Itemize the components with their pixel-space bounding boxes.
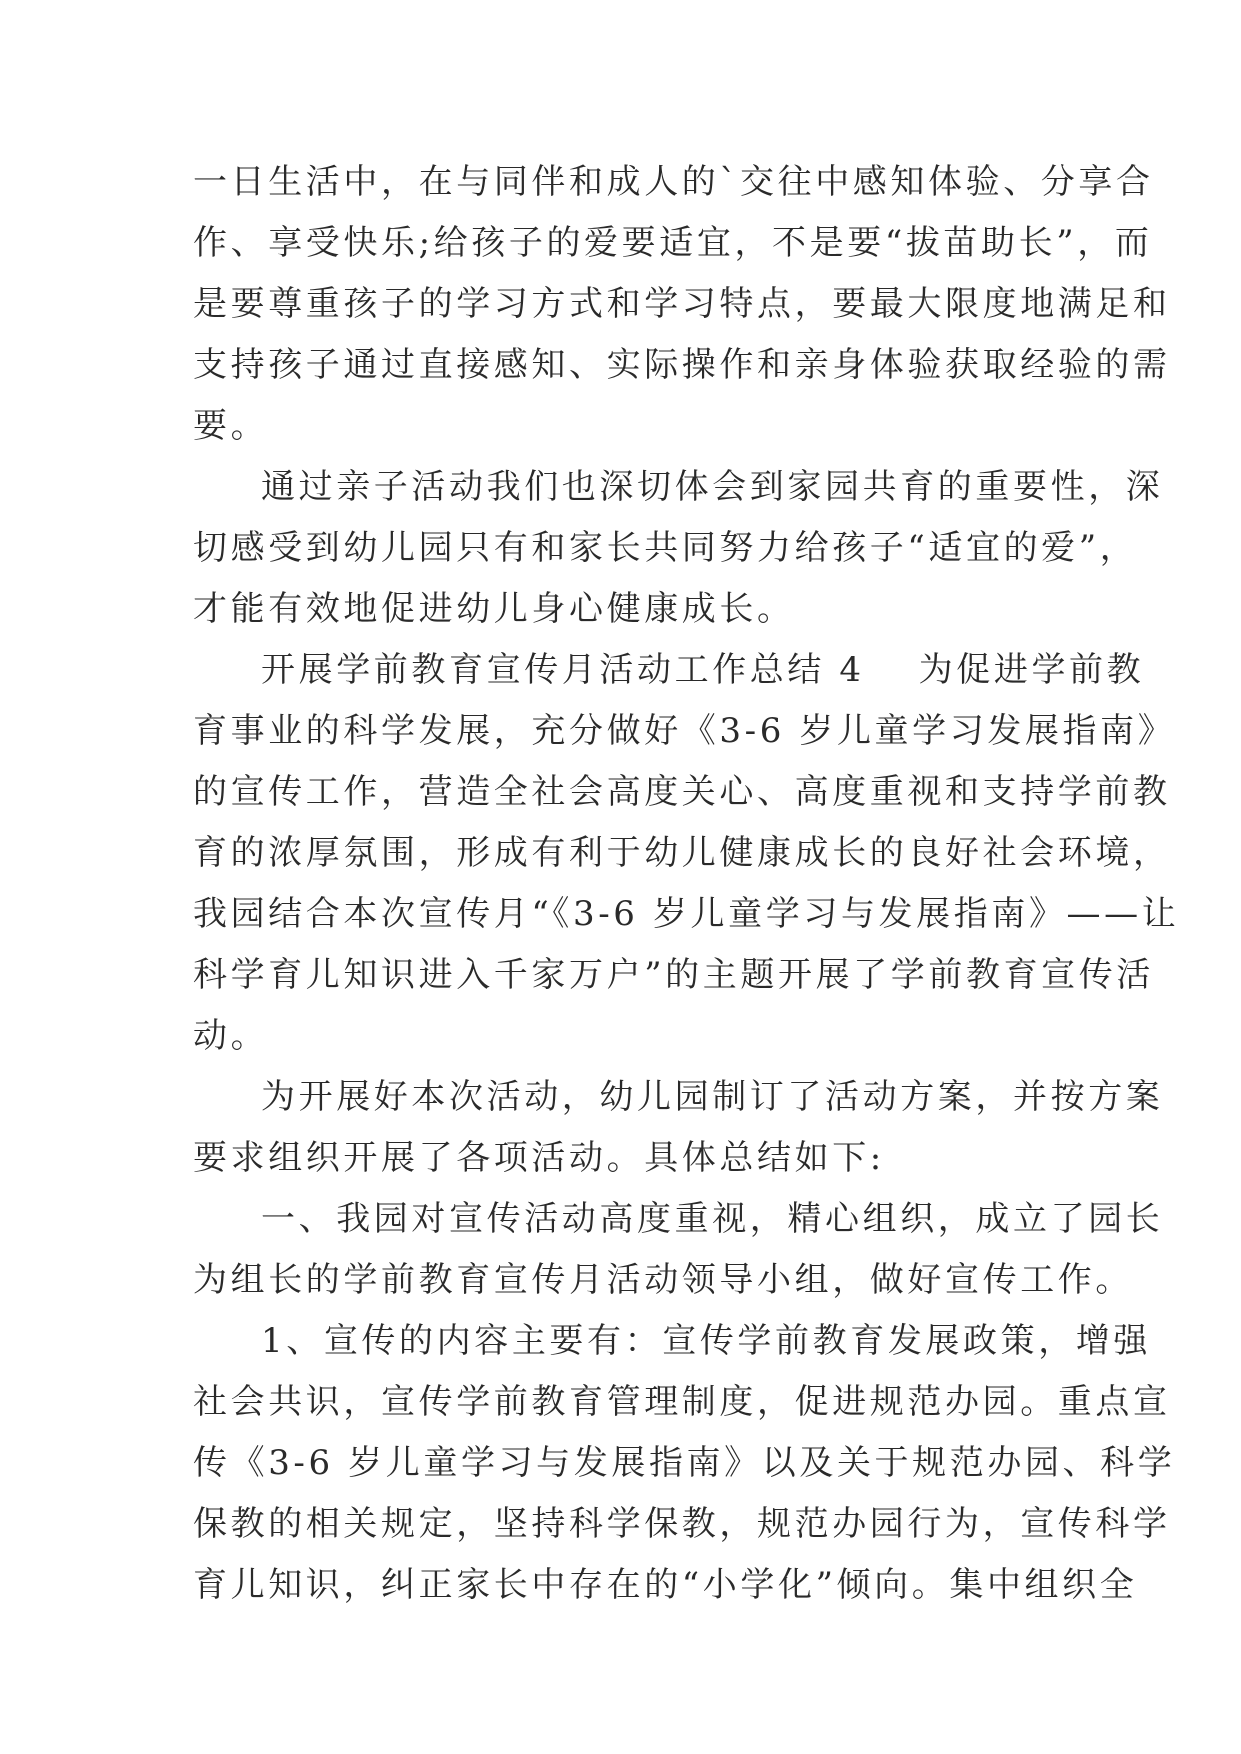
text-line: 支持孩子通过直接感知、实际操作和亲身体验获取经验的需 bbox=[193, 345, 1171, 385]
paragraph-start-line: 为开展好本次活动，幼儿园制订了活动方案，并按方案 bbox=[261, 1077, 1164, 1117]
text-line: 才能有效地促进幼儿身心健康成长。 bbox=[193, 589, 795, 629]
text-line: 切感受到幼儿园只有和家长共同努力给孩子“适宜的爱”， bbox=[193, 528, 1138, 568]
text-line: 要。 bbox=[193, 406, 269, 446]
paragraph-start-line: 通过亲子活动我们也深切体会到家园共育的重要性，深 bbox=[261, 467, 1164, 507]
text-line: 为组长的学前教育宣传月活动领导小组，做好宣传工作。 bbox=[193, 1260, 1133, 1300]
text-line: 育儿知识，纠正家长中存在的“小学化”倾向。集中组织全 bbox=[193, 1565, 1138, 1605]
paragraph-start-line: 1、宣传的内容主要有：宣传学前教育发展政策，增强 bbox=[261, 1321, 1152, 1361]
text-line: 传《3-6 岁儿童学习与发展指南》以及关于规范办园、科学 bbox=[193, 1443, 1176, 1483]
section-intro: 为促进学前教 bbox=[918, 650, 1145, 690]
text-line: 是要尊重孩子的学习方式和学习特点，要最大限度地满足和 bbox=[193, 284, 1171, 324]
text-line: 一日生活中，在与同伴和成人的`交往中感知体验、分享合 bbox=[193, 162, 1154, 202]
text-line: 要求组织开展了各项活动。具体总结如下: bbox=[193, 1138, 885, 1178]
text-line: 保教的相关规定，坚持科学保教，规范办园行为，宣传科学 bbox=[193, 1504, 1171, 1544]
text-line: 作、享受快乐;给孩子的爱要适宜，不是要“拔苗助长”，而 bbox=[193, 223, 1153, 263]
text-line: 的宣传工作，营造全社会高度关心、高度重视和支持学前教 bbox=[193, 772, 1171, 812]
paragraph-start-line: 一、我园对宣传活动高度重视，精心组织，成立了园长 bbox=[261, 1199, 1164, 1239]
text-line: 育事业的科学发展，充分做好《3-6 岁儿童学习发展指南》 bbox=[193, 711, 1176, 751]
text-line: 我园结合本次宣传月“《3-6 岁儿童学习与发展指南》——让 bbox=[193, 894, 1180, 934]
section-title-line bbox=[193, 640, 1145, 701]
text-line: 科学育儿知识进入千家万户”的主题开展了学前教育宣传活 bbox=[193, 955, 1154, 995]
text-line: 育的浓厚氛围，形成有利于幼儿健康成长的良好社会环境， bbox=[193, 833, 1171, 873]
text-line: 动。 bbox=[193, 1016, 269, 1056]
text-line: 社会共识，宣传学前教育管理制度，促进规范办园。重点宣 bbox=[193, 1382, 1171, 1422]
section-title: 开展学前教育宣传月活动工作总结 4 bbox=[261, 650, 865, 690]
